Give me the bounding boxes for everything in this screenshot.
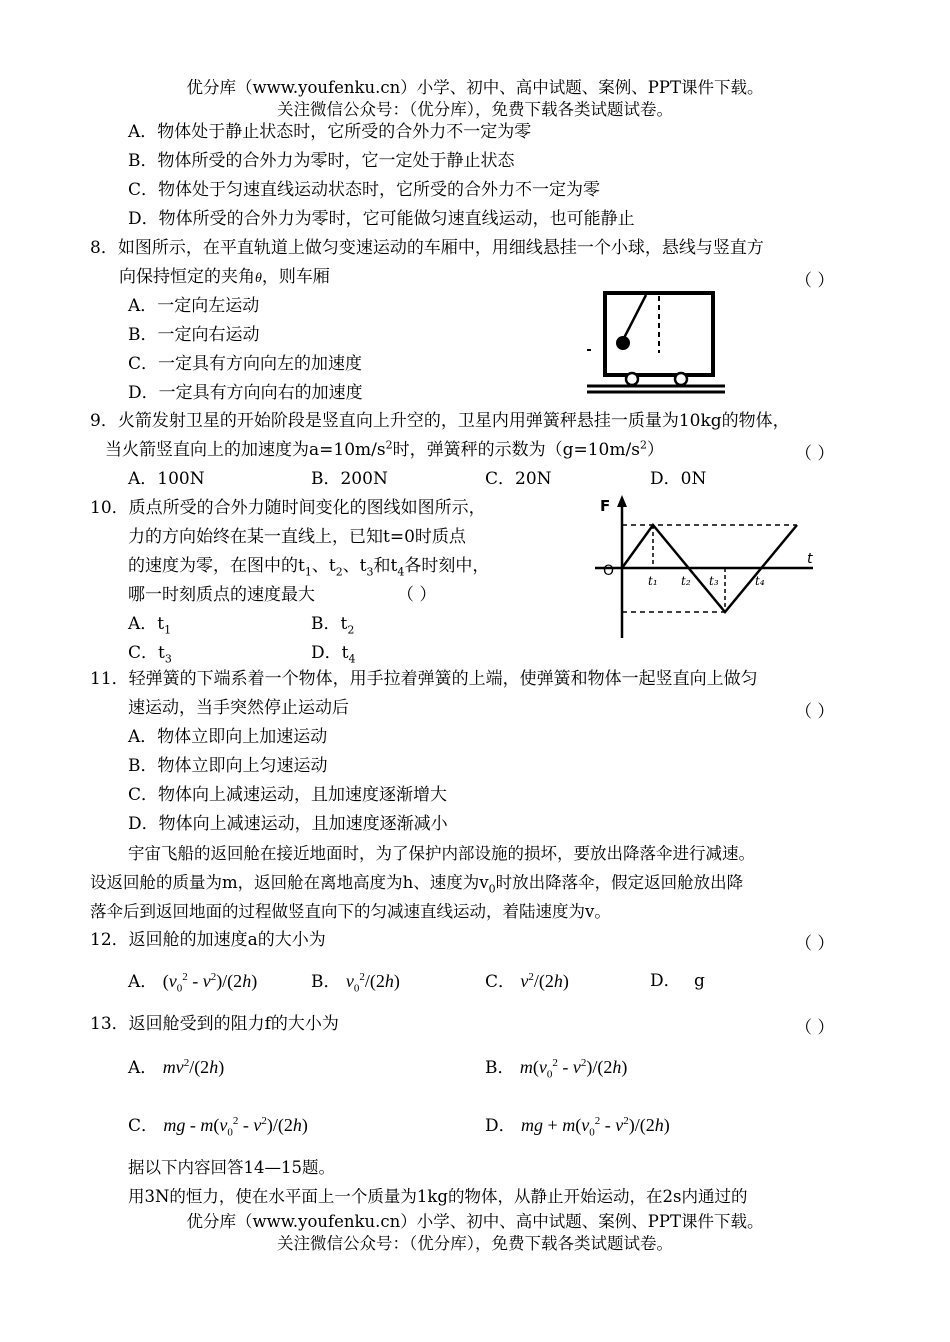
q9-sup-2: 2	[639, 438, 647, 452]
q10-text-b: 各时刻中，	[404, 556, 490, 576]
f-axis-label: F	[600, 497, 611, 515]
t-axis-label: t	[807, 551, 813, 567]
q10-d-label: D．t	[311, 643, 349, 663]
q10-a-label: A．t	[128, 614, 165, 634]
q9-text-c: ）	[646, 440, 664, 460]
q8-option-d: D．一定具有方向向右的加速度	[128, 383, 363, 403]
passage-line-1: 宇宙飞船的返回舱在接近地面时，为了保护内部设施的损坏，要放出降落伞进行减速。	[128, 844, 755, 863]
q12-option-a	[128, 970, 257, 993]
pendulum-ball	[616, 336, 630, 350]
passage-line-2	[90, 872, 743, 894]
sub-4: 4	[397, 565, 405, 579]
q12-option-c	[485, 970, 569, 993]
q8-train-car-figure	[583, 288, 728, 403]
q14-text-line-1: 用3N的恒力，使在水平面上一个质量为1kg的物体，从静止开始运动，在2s内通过的	[128, 1187, 748, 1206]
header-line-1: 优分库（www.youfenku.cn）小学、初中、高中试题、案例、PPT课件下载。	[186, 78, 764, 97]
tick-t4: t₄	[755, 574, 765, 588]
q10-b-label: B．t	[311, 614, 348, 634]
q11-stem-line-2: 速运动，当手突然停止运动后	[128, 698, 349, 718]
q9-stem-line-2	[105, 439, 664, 461]
q12-option-b	[311, 970, 400, 993]
q10-option-b	[311, 613, 354, 635]
q9-stem-line-1: 9．火箭发射卫星的开始阶段是竖直向上升空的，卫星内用弹簧秤悬挂一质量为10kg的物体，	[90, 411, 790, 431]
q13-b-label: B．	[485, 1058, 515, 1078]
sub-2: 2	[335, 565, 343, 579]
passage-text-b: 时放出降落伞，假定返回舱放出降	[495, 873, 744, 892]
q10-sep-1: 、t	[311, 556, 336, 576]
q13-b-formula: $m(v_0^2 - v^2)/(2h)$	[519, 1057, 628, 1081]
q10-sep-2: 、t	[342, 556, 367, 576]
right-wheel	[675, 373, 687, 385]
q7-option-a: A．物体处于静止状态时，它所受的合外力不一定为零	[128, 122, 532, 142]
q10-force-time-graph	[585, 493, 830, 643]
f-axis-arrow	[617, 495, 627, 507]
q11-option-a: A．物体立即向上加速运动	[128, 727, 328, 747]
sub-1: 1	[304, 565, 312, 579]
tick-t1: t₁	[648, 574, 658, 588]
q12-d-value: g	[694, 971, 705, 991]
q10-c-sub: 3	[164, 652, 172, 666]
q9-option-c: C．20N	[485, 469, 552, 489]
q12-d-label: D．	[650, 971, 681, 991]
footer-line-1: 优分库（www.youfenku.cn）小学、初中、高中试题、案例、PPT课件下载。	[186, 1212, 764, 1231]
q12-b-formula: $v_0^2/(2h)$	[345, 971, 400, 995]
q12-c-label: C．	[485, 972, 516, 992]
q11-answer-paren: （ ）	[795, 702, 835, 722]
q13-a-label: A．	[128, 1058, 158, 1078]
q14-intro: 据以下内容回答14—15题。	[128, 1158, 335, 1177]
q10-stem-line-1: 10．质点所受的合外力随时间变化的图线如图所示，	[90, 498, 486, 518]
q9-text-a: 当火箭竖直向上的加速度为a=10m/s	[105, 440, 386, 460]
q13-option-b	[485, 1056, 627, 1079]
q13-c-formula: mg - $m(v_0^2 - v^2)/(2h)$	[163, 1115, 308, 1139]
q8-option-a: A．一定向左运动	[128, 296, 260, 316]
q8-stem-text-b: ，则车厢	[261, 267, 330, 287]
q10-stem-line-2: 力的方向始终在某一直线上，已知t=0时质点	[128, 527, 466, 547]
q10-option-c	[128, 642, 172, 664]
q9-answer-paren: （ ）	[795, 444, 835, 464]
q7-option-b: B．物体所受的合外力为零时，它一定处于静止状态	[128, 151, 515, 171]
q10-c-label: C．t	[128, 643, 165, 663]
q11-stem-line-1: 11．轻弹簧的下端系着一个物体，用手拉着弹簧的上端，使弹簧和物体一起竖直向上做匀	[90, 669, 758, 689]
q12-stem: 12．返回舱的加速度a的大小为	[90, 930, 326, 950]
theta-symbol: θ	[255, 271, 262, 286]
q13-option-d	[485, 1114, 670, 1137]
q13-c-label: C．	[128, 1116, 159, 1136]
sub-3: 3	[366, 565, 374, 579]
pendulum-string	[623, 295, 646, 340]
q10-answer-paren: （ ）	[397, 585, 437, 605]
q12-option-d	[650, 970, 705, 992]
q13-stem: 13．返回舱受到的阻力f的大小为	[90, 1014, 339, 1034]
q10-stem-line-3	[128, 555, 489, 577]
q11-option-d: D．物体向上减速运动，且加速度逐渐减小	[128, 814, 448, 834]
q10-stem-line-4: 哪一时刻质点的速度最大	[128, 585, 315, 605]
q13-d-label: D．	[485, 1116, 516, 1136]
q12-answer-paren: （ ）	[795, 934, 835, 954]
q13-d-formula: mg + $m(v_0^2 - v^2)/(2h)$	[521, 1115, 670, 1139]
q9-text-b: 时，弹簧秤的示数为（g=10m/s	[392, 440, 640, 460]
left-wheel	[626, 373, 638, 385]
q8-option-b: B．一定向右运动	[128, 325, 260, 345]
footer-line-2: 关注微信公众号：（优分库），免费下载各类试题试卷。	[277, 1234, 673, 1253]
q8-stem-text-a: 向保持恒定的夹角	[119, 267, 255, 287]
q10-b-sub: 2	[347, 623, 355, 637]
q10-option-d	[311, 642, 355, 664]
q8-stem-line-2	[119, 266, 330, 290]
tick-t2: t₂	[681, 574, 691, 588]
q7-option-c: C．物体处于匀速直线运动状态时，它所受的合外力不一定为零	[128, 180, 601, 200]
header-line-2: 关注微信公众号：（优分库），免费下载各类试题试卷。	[277, 100, 673, 119]
q10-d-sub: 4	[348, 652, 356, 666]
tick-t3: t₃	[709, 574, 719, 588]
q11-option-b: B．物体立即向上匀速运动	[128, 756, 328, 776]
q10-sep-3: 和t	[373, 556, 398, 576]
q8-stem-line-1: 8．如图所示，在平直轨道上做匀变速运动的车厢中，用细线悬挂一个小球，悬线与竖直方	[90, 238, 764, 258]
q9-option-a: A．100N	[128, 469, 205, 489]
q13-option-a	[128, 1056, 224, 1079]
passage-sub: 0	[488, 882, 496, 896]
q10-option-a	[128, 613, 171, 635]
q13-a-formula: $mv^2/(2h)$	[162, 1057, 225, 1077]
q8-answer-paren: （ ）	[795, 271, 835, 291]
q9-sup-1: 2	[385, 438, 393, 452]
q10-text-a: 的速度为零，在图中的t	[128, 556, 305, 576]
q11-option-c: C．物体向上减速运动，且加速度逐渐增大	[128, 785, 448, 805]
q9-option-d: D．0N	[650, 469, 707, 489]
q8-option-c: C．一定具有方向向左的加速度	[128, 354, 363, 374]
q13-option-c	[128, 1114, 308, 1137]
q12-a-label: A．	[128, 972, 158, 992]
q12-b-label: B．	[311, 972, 341, 992]
q10-a-sub: 1	[164, 623, 172, 637]
origin-label: O	[603, 563, 615, 579]
q9-option-b: B．200N	[311, 469, 388, 489]
passage-text-a: 设返回舱的质量为m，返回舱在离地高度为h、速度为v	[90, 873, 489, 892]
passage-line-3: 落伞后到返回地面的过程做竖直向下的匀减速直线运动，着陆速度为v。	[90, 902, 611, 921]
q13-answer-paren: （ ）	[795, 1018, 835, 1038]
q7-option-d: D．物体所受的合外力为零时，它可能做匀速直线运动，也可能静止	[128, 209, 635, 229]
q12-c-formula: $v^2/(2h)$	[520, 971, 569, 991]
q12-a-formula: $(v_0^2 - v^2)/(2h)$	[162, 971, 258, 995]
